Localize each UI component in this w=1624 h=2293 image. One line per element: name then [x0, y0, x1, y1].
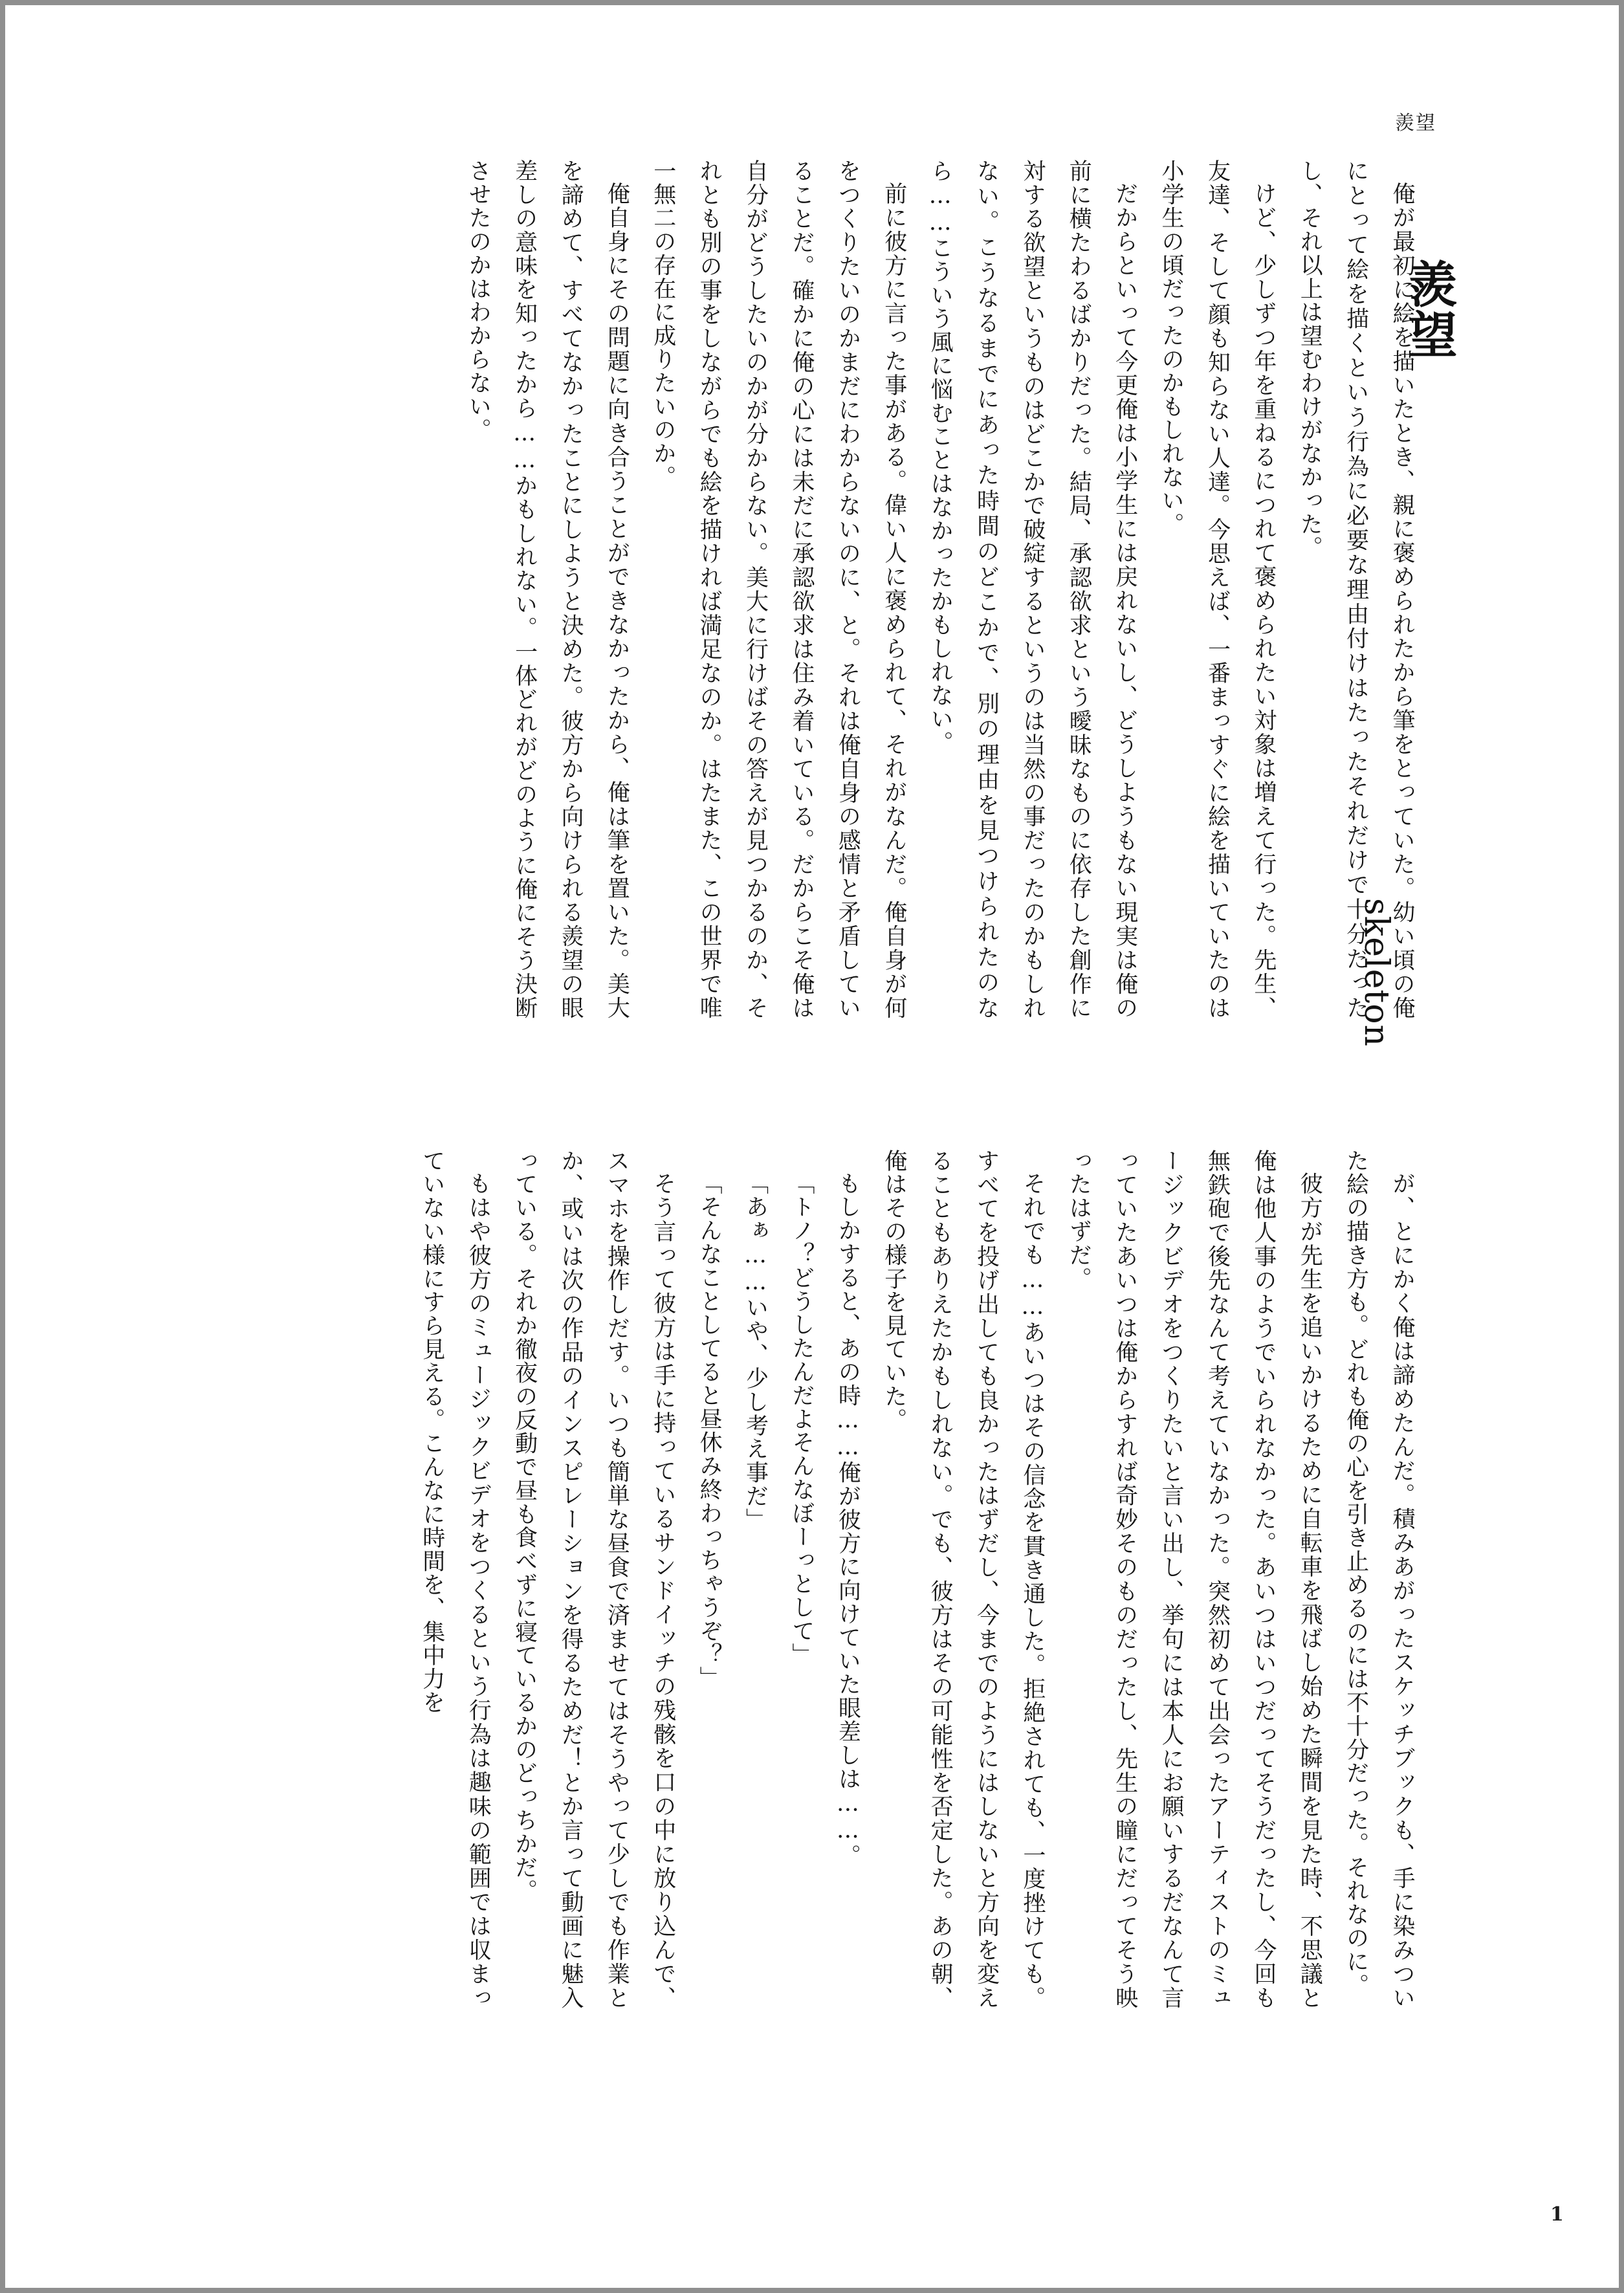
running-header: 羨望: [1395, 112, 1436, 135]
paragraph: 前に彼方に言った事がある。偉い人に褒められて、それがなんだ。俺自身が何をつくりたいのかまだにわからないのに、と。それは俺自身の感情と矛盾していることだ。確かに俺の心には未だに承認欲求は住み着いている。だからこそ俺は自分がどうしたいのかが分からない。美大に行けばその答えが見つかるのか、それとも別の事をしながらでも絵を描ければ満足なのか。はたまた、この世界で唯一無二の存在に成りたいのか。: [650, 159, 907, 1020]
author-byline: skeleton: [1357, 898, 1396, 1048]
paragraph: それでも……あいつはその信念を貫き通した。拒絶されても、一度挫けても。すべてを投げ出しても良かったはずだし、今までのようにはしないと方向を変えることもありえたかもしれない。でも、彼方はその可能性を否定した。あの朝、俺はその様子を見ていた。: [881, 1149, 1046, 2010]
paragraph: けど、少しずつ年を重ねるにつれて褒められたい対象は増えて行った。先生、友達、そして顔も知らない人達。今思えば、一番まっすぐに絵を描いていたのは小学生の頃だったのかもしれない。: [1158, 159, 1277, 1020]
paragraph: 俺が最初に絵を描いたとき、親に褒められたから筆をとっていた。幼い頃の俺にとって絵を描くという行為に必要な理由付けはたったそれだけで十分だったし、それ以上は望むわけがなかった。: [1297, 159, 1415, 1020]
paragraph: 彼方が先生を追いかけるために自転車を飛ばし始めた瞬間を見た時、不思議と俺は他人事のようでいられなかった。あいつはいつだってそうだったし、今回も無鉄砲で後先なんて考えていなかった。突然初めて出会ったアーティストのミュージックビデオをつくりたいと言い出し、挙句には本人にお願いするだなんて言っていたあいつは俺からすれば奇妙そのものだったし、先生の瞳にだってそう映ったはずだ。: [1066, 1149, 1323, 2010]
body-text-lower-block: [189, 1149, 1425, 2010]
paragraph: だからといって今更俺は小学生には戻れないし、どうしようもない現実は俺の前に横たわるばかりだった。結局、承認欲求という曖昧なものに依存した創作に対する欲望というものはどこかで破綻するというのは当然の事だったのかもしれない。こうなるまでにあった時間のどこかで、別の理由を見つけられたのなら……こういう風に悩むことはなかったかもしれない。: [927, 159, 1138, 1020]
paragraph: もはや彼方のミュージックビデオをつくるという行為は趣味の範囲では収まっていない様にすら見える。こんなに時間を、集中力を: [419, 1149, 492, 2010]
page-title: 羨望: [1400, 259, 1458, 360]
paragraph: が、とにかく俺は諦めたんだ。積みあがったスケッチブックも、手に染みついた絵の描き方も。どれも俺の心を引き止めるのには不十分だった。それなのに。: [1343, 1149, 1415, 2010]
page-number: 1: [1550, 2203, 1564, 2226]
document-page: [5, 5, 1619, 2288]
paragraph: もしかすると、あの時……俺が彼方に向けていた眼差しは……。: [835, 1172, 861, 1868]
paragraph: そう言って彼方は手に持っているサンドイッチの残骸を口の中に放り込んで、スマホを操作しだす。いつも簡単な昼食で済ませてはそうやって少しでも作業とか、或いは次の作品のインスピレーションを得るためだ！とか言って動画に魅入っている。それか徹夜の反動で昼も食べずに寝ているかのどっちかだ。: [511, 1149, 676, 2010]
paragraph: 「トノ？どうしたんだよそんなぼーっとして」: [788, 1172, 815, 1667]
body-text-upper-block: [189, 159, 1425, 1020]
paragraph: 「あぁ……いや、少し考え事だ」: [742, 1172, 769, 1531]
paragraph: 「そんなことしてると昼休み終わっちゃうぞ？」: [696, 1172, 723, 1690]
paragraph: 俺自身にその問題に向き合うことができなかったから、俺は筆を置いた。美大を諦めて、すべてなかったことにしようと決めた。彼方から向けられる羨望の眼差しの意味を知ったから……かもしれない。一体どれがどのように俺にそう決断させたのかはわからない。: [465, 159, 630, 1020]
